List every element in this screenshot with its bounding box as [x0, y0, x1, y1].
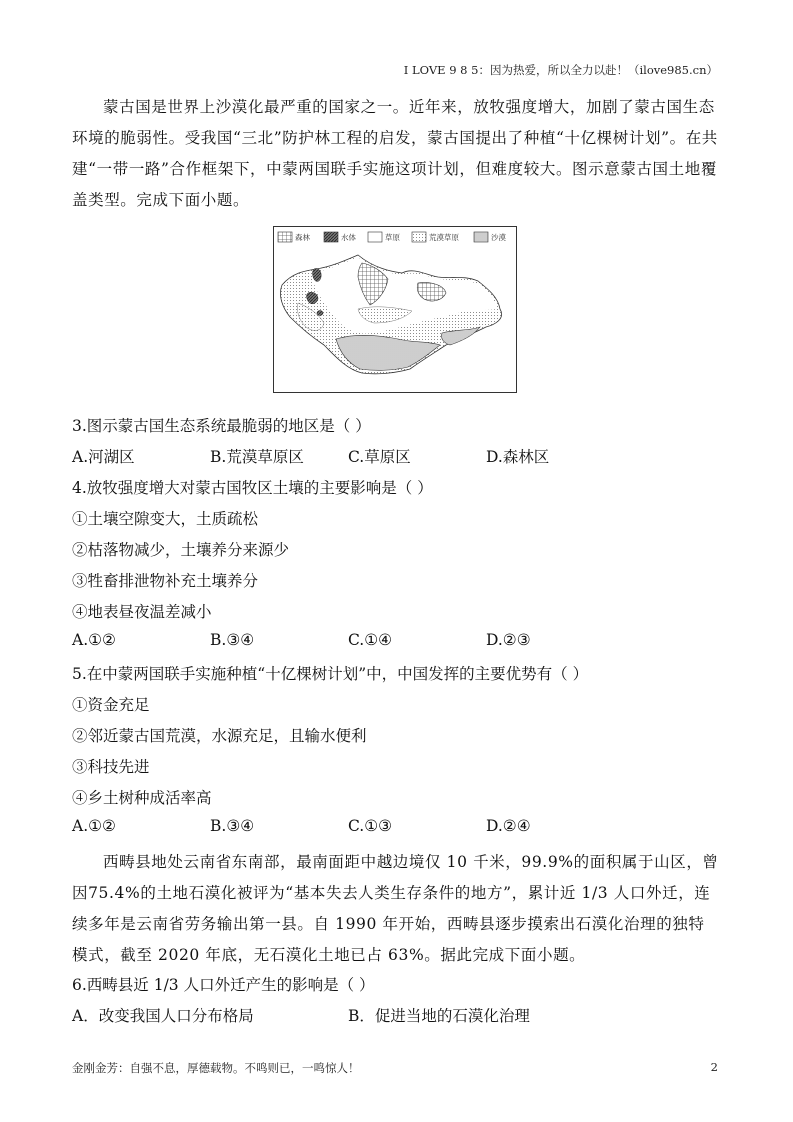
q5-options: [72, 817, 732, 839]
legend-desert-swatch: [474, 232, 488, 242]
q4-stem: 4.放牧强度增大对蒙古国牧区土壤的主要影响是（ ）: [72, 479, 433, 497]
page-number: 2: [710, 1060, 718, 1074]
page-header: I LOVE 9 8 5：因为热爱，所以全力以赴！（ilove985.cn）: [403, 63, 718, 77]
legend-desert-steppe-label: 荒漠草原: [429, 233, 459, 242]
q5-item-3: ③科技先进: [72, 758, 150, 776]
map-figure: [274, 227, 516, 392]
q4-option-b[interactable]: B.③④: [210, 631, 255, 649]
q3-option-c[interactable]: C.草原区: [348, 448, 411, 466]
q4-option-a[interactable]: A.①②: [72, 631, 116, 649]
q4-item-1: ①土壤空隙变大，土质疏松: [72, 510, 259, 528]
legend-grassland-swatch: [368, 232, 382, 242]
q6-options: [72, 1004, 732, 1026]
intro-paragraph-xichou: [72, 847, 720, 971]
footer-motto: 金刚金芳：自强不息，厚德载物。不鸣则已，一鸣惊人！: [72, 1061, 360, 1075]
q4-item-4: ④地表昼夜温差减小: [72, 603, 212, 621]
q3-option-a[interactable]: A.河湖区: [72, 448, 135, 466]
q4-option-c[interactable]: C.①④: [348, 631, 393, 649]
q4-item-2: ②枯落物减少，土壤养分来源少: [72, 541, 290, 559]
q5-option-c[interactable]: C.①③: [348, 817, 393, 835]
q5-item-1: ①资金充足: [72, 696, 150, 714]
q5-option-a[interactable]: A.①②: [72, 817, 116, 835]
q6-option-b[interactable]: B．促进当地的石漠化治理: [348, 1007, 530, 1025]
q5-option-b[interactable]: B.③④: [210, 817, 255, 835]
q4-options: [72, 631, 732, 653]
mongolia-land-cover-map: [273, 226, 517, 393]
water-lake-small: [317, 311, 323, 316]
legend-water-label: 水体: [341, 233, 356, 242]
q4-item-3: ③牲畜排泄物补充土壤养分: [72, 572, 259, 590]
legend-forest-swatch: [278, 232, 292, 242]
q5-item-4: ④乡土树种成活率高: [72, 789, 212, 807]
q3-option-d[interactable]: D.森林区: [486, 448, 550, 466]
legend-forest-label: 森林: [295, 233, 310, 242]
q3-options: [72, 445, 732, 467]
legend-water-swatch: [324, 232, 338, 242]
q3-stem: 3.图示蒙古国生态系统最脆弱的地区是（ ）: [72, 417, 371, 435]
q4-option-d[interactable]: D.②③: [486, 631, 531, 649]
map-legend: [278, 232, 506, 242]
intro-text: 蒙古国是世界上沙漠化最严重的国家之一。近年来，放牧强度增大，加剧了蒙古国生态环境的脆弱性。受我国“三北”防护林工程的启发，蒙古国提出了种植“十亿棵树计划”。在共建“一带一路”合作框架下，中蒙两国联手实施这项计划，但难度较大。图示意蒙古国土地覆盖类型。完成下面小题。: [72, 98, 718, 209]
q6-option-a[interactable]: A．改变我国人口分布格局: [72, 1007, 254, 1025]
q5-item-2: ②邻近蒙古国荒漠，水源充足，且输水便利: [72, 727, 367, 745]
legend-desert-label: 沙漠: [491, 233, 506, 242]
q6-stem: 6.西畴县近 1/3 人口外迁产生的影响是（ ）: [72, 976, 375, 994]
q5-stem: 5.在中蒙两国联手实施种植“十亿棵树计划”中，中国发挥的主要优势有（ ）: [72, 665, 589, 683]
q5-option-d[interactable]: D.②④: [486, 817, 531, 835]
q3-option-b[interactable]: B.荒漠草原区: [210, 448, 304, 466]
legend-grassland-label: 草原: [385, 233, 400, 242]
intro-paragraph-mongolia: [72, 92, 720, 216]
legend-desert-steppe-swatch: [412, 232, 426, 242]
intro2-text: 西畴县地处云南省东南部，最南面距中越边境仅 10 千米，99.9%的面积属于山区，曾因75.4%的土地石漠化被评为“基本失去人类生存条件的地方”，累计近 1/3 人口外迁，连续多年是云南省劳务输出第一县。自 1990 年开始，西畴县逐步摸索出石漠化治理的独特模式，截至 2020 年底，无石漠化土地已占 63%。据此完成下面小题。: [72, 853, 719, 964]
